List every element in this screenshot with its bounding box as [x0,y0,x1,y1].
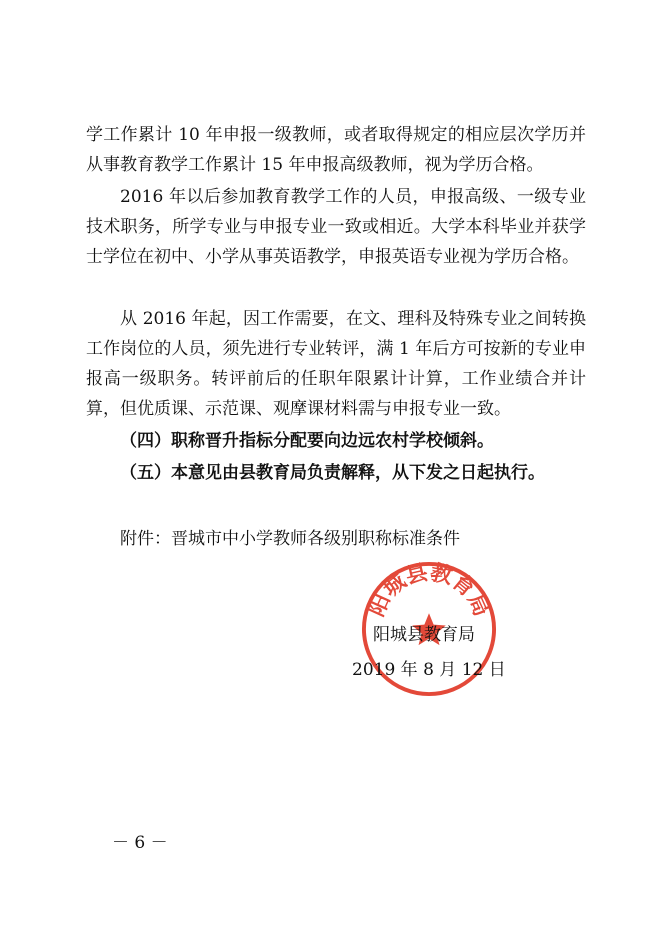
attachment-line: 附件：晋城市中小学教师各级别职称标准条件 [120,529,460,549]
clause-four: （四）职称晋升指标分配要向边远农村学校倾斜。 [120,431,494,451]
signature-organization: 阳城县教育局 [373,625,475,645]
seal-text: 阳城县教育局 [364,560,494,621]
page-number: － 6 － [112,833,168,853]
paragraph-specialty-transfer: 从 2016 年起，因工作需要，在文、理科及特殊专业之间转换工作岗位的人员，须先进行专业转评，满 1 年后方可按新的专业申报高一级职务。转评前后的任职年限累计计算，工作业绩合并计算，但优质课、示范课、观摩课材料需与申报专业一致。 [86,309,586,419]
paragraph-continuation: 学工作累计 10 年申报一级教师，或者取得规定的相应层次学历并从事教育教学工作累计 15 年申报高级教师，视为学历合格。 [86,125,586,175]
paragraph-2016-requirements: 2016 年以后参加教育教学工作的人员，申报高级、一级专业技术职务，所学专业与申报专业一致或相近。大学本科毕业并获学士学位在初中、小学从事英语教学，申报英语专业视为学历合格。 [86,187,586,267]
signature-date: 2019 年 8 月 12 日 [352,660,506,680]
clause-five: （五）本意见由县教育局负责解释，从下发之日起执行。 [120,463,545,483]
